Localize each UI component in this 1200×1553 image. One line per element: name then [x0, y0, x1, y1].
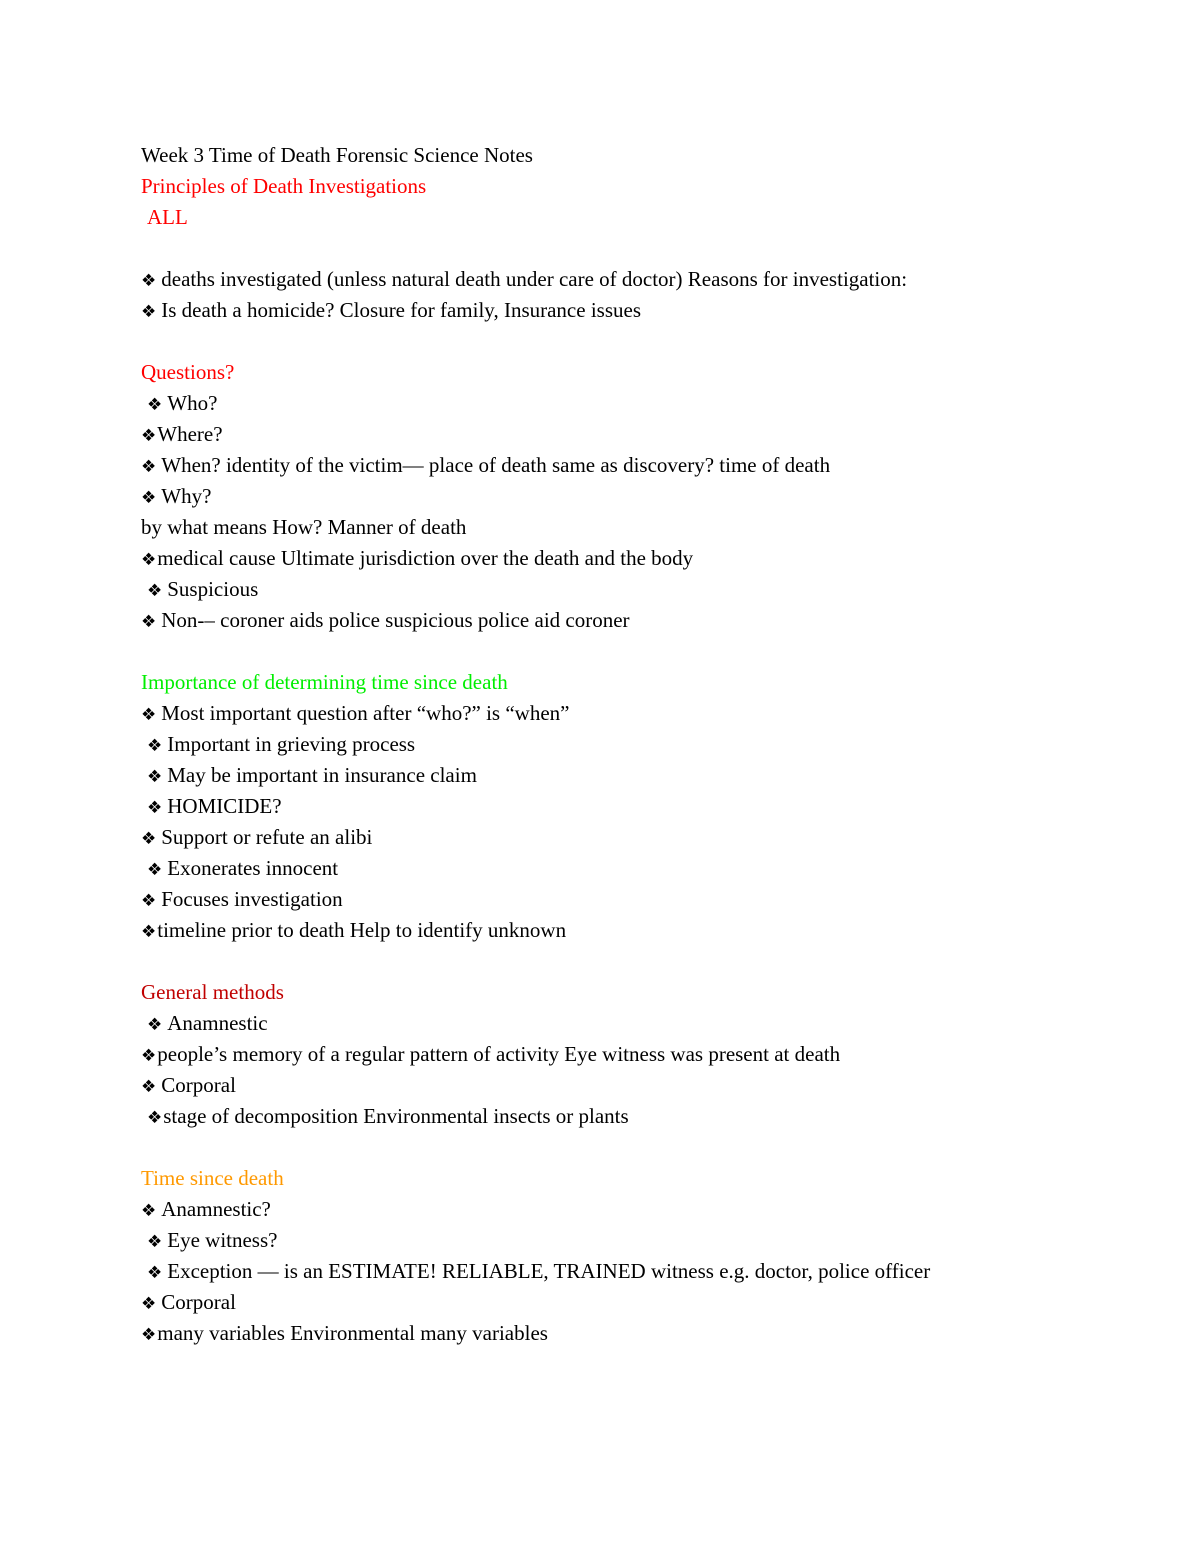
list-item: ❖ Support or refute an alibi — [141, 822, 1141, 853]
spacer — [141, 946, 1141, 977]
list-item: ❖ Eye witness? — [141, 1225, 1141, 1256]
list-item: ❖ Important in grieving process — [141, 729, 1141, 760]
list-item: ❖stage of decomposition Environmental insects or plants — [141, 1101, 1141, 1132]
diamond-bullet-icon: ❖ — [141, 302, 157, 322]
list-item: ❖people’s memory of a regular pattern of activity Eye witness was present at death — [141, 1039, 1141, 1070]
section-heading-importance: Importance of determining time since death — [141, 670, 508, 694]
diamond-bullet-icon: ❖ — [147, 1232, 163, 1252]
list-item: ❖ Exception — is an ESTIMATE! RELIABLE, TRAINED witness e.g. doctor, police officer — [141, 1256, 1141, 1287]
plain-line: by what means How? Manner of death — [141, 515, 467, 539]
diamond-bullet-icon: ❖ — [141, 1294, 157, 1314]
diamond-bullet-icon: ❖ — [141, 488, 157, 508]
diamond-bullet-icon: ❖ — [141, 891, 157, 911]
diamond-bullet-icon: ❖ — [141, 1201, 157, 1221]
list-item: ❖ Anamnestic? — [141, 1194, 1141, 1225]
spacer — [141, 326, 1141, 357]
list-item: ❖medical cause Ultimate jurisdiction over the death and the body — [141, 543, 1141, 574]
diamond-bullet-icon: ❖ — [147, 767, 163, 787]
document-page — [141, 140, 1141, 1349]
list-item: ❖ Exonerates innocent — [141, 853, 1141, 884]
diamond-bullet-icon: ❖ — [141, 550, 157, 570]
diamond-bullet-icon: ❖ — [141, 829, 157, 849]
diamond-bullet-icon: ❖ — [141, 612, 157, 632]
list-item: ❖ Corporal — [141, 1070, 1141, 1101]
diamond-bullet-icon: ❖ — [147, 1108, 163, 1128]
section-heading-principles: Principles of Death Investigations — [141, 174, 427, 198]
list-item: ❖ Why? — [141, 481, 1141, 512]
document-title: Week 3 Time of Death Forensic Science Notes — [141, 143, 533, 167]
diamond-bullet-icon: ❖ — [147, 581, 163, 601]
list-item: ❖ Suspicious — [141, 574, 1141, 605]
section-heading-questions: Questions? — [141, 360, 235, 384]
diamond-bullet-icon: ❖ — [141, 705, 157, 725]
diamond-bullet-icon: ❖ — [147, 860, 163, 880]
list-item: ❖ HOMICIDE? — [141, 791, 1141, 822]
principles-subheading: ALL — [147, 205, 188, 229]
section-heading-time-since-death: Time since death — [141, 1166, 284, 1190]
list-item: ❖ When? identity of the victim— place of death same as discovery? time of death — [141, 450, 1141, 481]
diamond-bullet-icon: ❖ — [147, 395, 163, 415]
list-item: ❖ Is death a homicide? Closure for family, Insurance issues — [141, 295, 1141, 326]
list-item: ❖Where? — [141, 419, 1141, 450]
diamond-bullet-icon: ❖ — [141, 1046, 157, 1066]
list-item: ❖ May be important in insurance claim — [141, 760, 1141, 791]
diamond-bullet-icon: ❖ — [141, 1325, 157, 1345]
list-item: ❖ Anamnestic — [141, 1008, 1141, 1039]
section-heading-general-methods: General methods — [141, 980, 284, 1004]
list-item: ❖ Who? — [141, 388, 1141, 419]
diamond-bullet-icon: ❖ — [147, 798, 163, 818]
diamond-bullet-icon: ❖ — [141, 922, 157, 942]
diamond-bullet-icon: ❖ — [141, 426, 157, 446]
list-item: ❖ Most important question after “who?” is “when” — [141, 698, 1141, 729]
diamond-bullet-icon: ❖ — [147, 736, 163, 756]
diamond-bullet-icon: ❖ — [141, 457, 157, 477]
diamond-bullet-icon: ❖ — [141, 1077, 157, 1097]
list-item: ❖ Corporal — [141, 1287, 1141, 1318]
spacer — [141, 1132, 1141, 1163]
list-item: ❖ Non-– coroner aids police suspicious police aid coroner — [141, 605, 1141, 636]
diamond-bullet-icon: ❖ — [141, 271, 157, 291]
list-item: ❖many variables Environmental many variables — [141, 1318, 1141, 1349]
spacer — [141, 233, 1141, 264]
list-item: ❖ Focuses investigation — [141, 884, 1141, 915]
diamond-bullet-icon: ❖ — [147, 1263, 163, 1283]
list-item: ❖ deaths investigated (unless natural death under care of doctor) Reasons for investigation: — [141, 264, 1141, 295]
list-item: ❖timeline prior to death Help to identify unknown — [141, 915, 1141, 946]
spacer — [141, 636, 1141, 667]
diamond-bullet-icon: ❖ — [147, 1015, 163, 1035]
